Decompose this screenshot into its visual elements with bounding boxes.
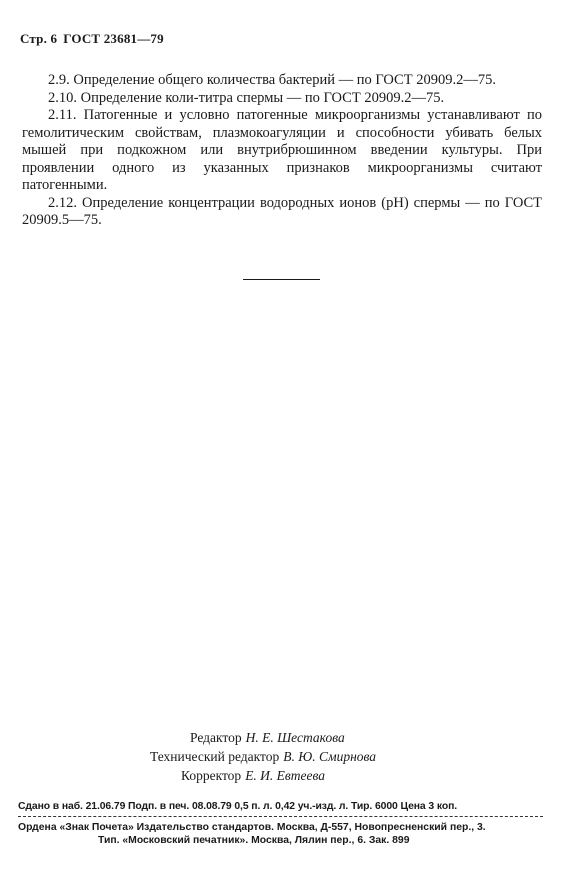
page-header [20,31,164,47]
page-number: Стр. 6 [20,31,58,46]
editor-line [190,728,376,747]
credits-block [150,728,377,785]
tech-editor-name: В. Ю. Смирнова [283,749,377,764]
tech-editor-role: Технический редактор [150,749,280,764]
tech-editor-line [150,747,376,766]
imprint-publisher: Ордена «Знак Почета» Издательство стандартов. Москва, Д-557, Новопресненский пер., 3. [18,822,486,833]
paragraph-2-12: 2.12. Определение концентрации водородных ионов (pH) спермы — по ГОСТ 20909.5—75. [22,194,542,228]
editor-role: Редактор [190,730,242,745]
imprint-block [18,800,543,847]
corrector-line [181,766,376,785]
body-text [22,72,542,230]
imprint-print-data: Сдано в наб. 21.06.79 Подп. в печ. 08.08.79 0,5 п. л. 0,42 уч.-изд. л. Тир. 6000 Цена 3 коп. [18,801,458,812]
section-divider [243,279,320,280]
imprint-separator [18,816,543,818]
paragraph-2-11: 2.11. Патогенные и условно патогенные микроорганизмы устанавливают по гемолитическим свойствам, плазмокоагуляции и способности убивать белых мышей при подкожном или внутрибрюшинном введении культуры. При проявлении одного из указанных признаков микроорганизмы считают патогенными. [22,107,542,193]
standard-number: ГОСТ 23681—79 [63,31,164,46]
corrector-name: Е. И. Евтеева [245,768,326,783]
corrector-role: Корректор [181,768,242,783]
paragraph-2-10: 2.10. Определение коли-титра спермы — по ГОСТ 20909.2—75. [48,89,445,106]
editor-name: Н. Е. Шестакова [245,730,345,745]
paragraph-2-9: 2.9. Определение общего количества бактерий — по ГОСТ 20909.2—75. [48,72,496,88]
imprint-printer: Тип. «Московский печатник». Москва, Лялин пер., 6. Зак. 899 [98,835,410,846]
